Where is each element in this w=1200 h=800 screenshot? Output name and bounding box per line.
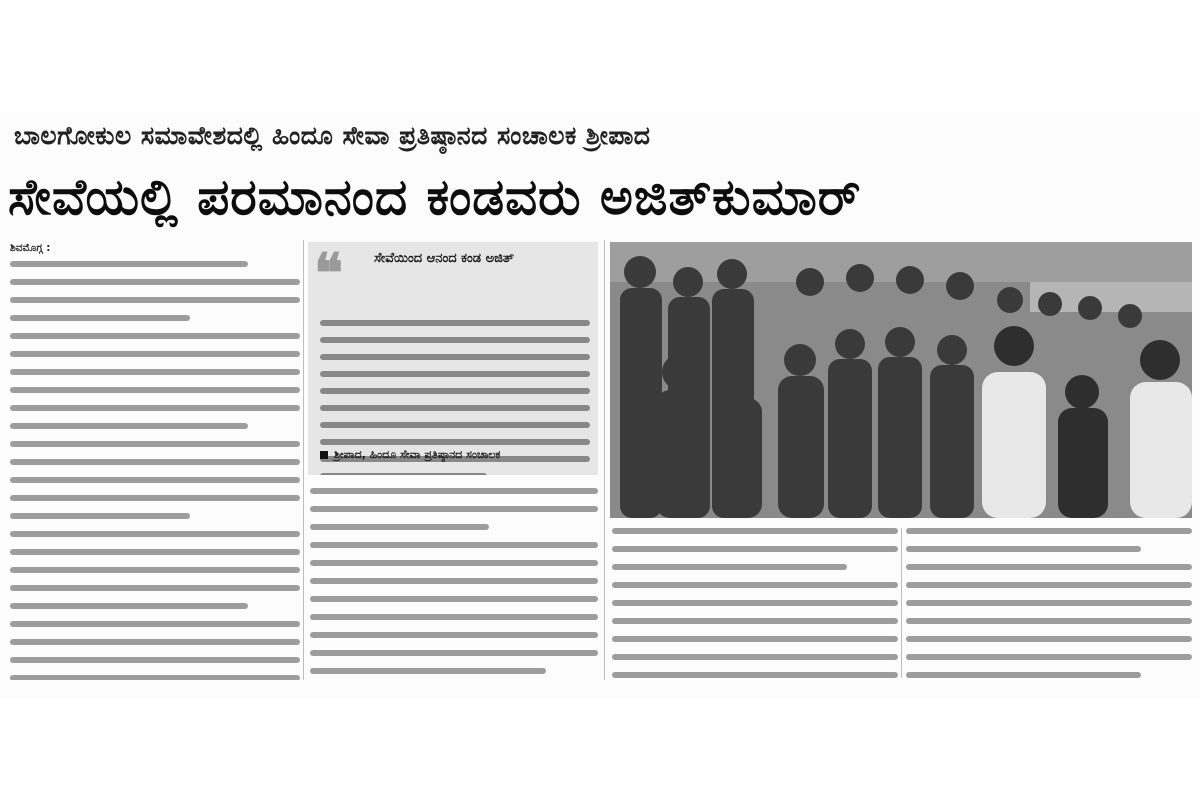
dateline: ಶಿವಮೊಗ್ಗ : (10, 242, 51, 254)
bullet-icon (320, 451, 328, 459)
column-divider (303, 240, 304, 680)
pull-quote-title: ಸೇವೆಯಿಂದ ಆನಂದ ಕಂಡ ಅಜಿತ್ (374, 251, 514, 266)
article-kicker: ಬಾಲಗೋಕುಲ ಸಮಾವೇಶದಲ್ಲಿ ಹಿಂದೂ ಸೇವಾ ಪ್ರತಿಷ್ಠಾನದ ಸಂಚಾಲಕ ಶ್ರೀಪಾದ (14, 121, 651, 150)
body-column-3 (612, 528, 898, 678)
column-divider (901, 528, 902, 678)
body-column-4 (906, 528, 1192, 678)
article-headline: ಸೇವೆಯಲ್ಲಿ ಪರಮಾನಂದ ಕಂಡವರು ಅಜಿತ್‌ಕುಮಾರ್ (8, 168, 862, 226)
column-divider (604, 240, 605, 680)
pull-quote-box (308, 242, 598, 475)
pull-quote-credit: ಶ್ರೀಪಾದ, ಹಿಂದೂ ಸೇವಾ ಪ್ರತಿಷ್ಠಾನದ ಸಂಚಾಲಕ (320, 448, 592, 462)
photo-illustration (610, 242, 1192, 518)
body-column-1 (10, 240, 300, 680)
event-photo (610, 242, 1192, 518)
body-column-2 (310, 488, 598, 678)
quote-mark-icon: ❝ (314, 242, 344, 305)
